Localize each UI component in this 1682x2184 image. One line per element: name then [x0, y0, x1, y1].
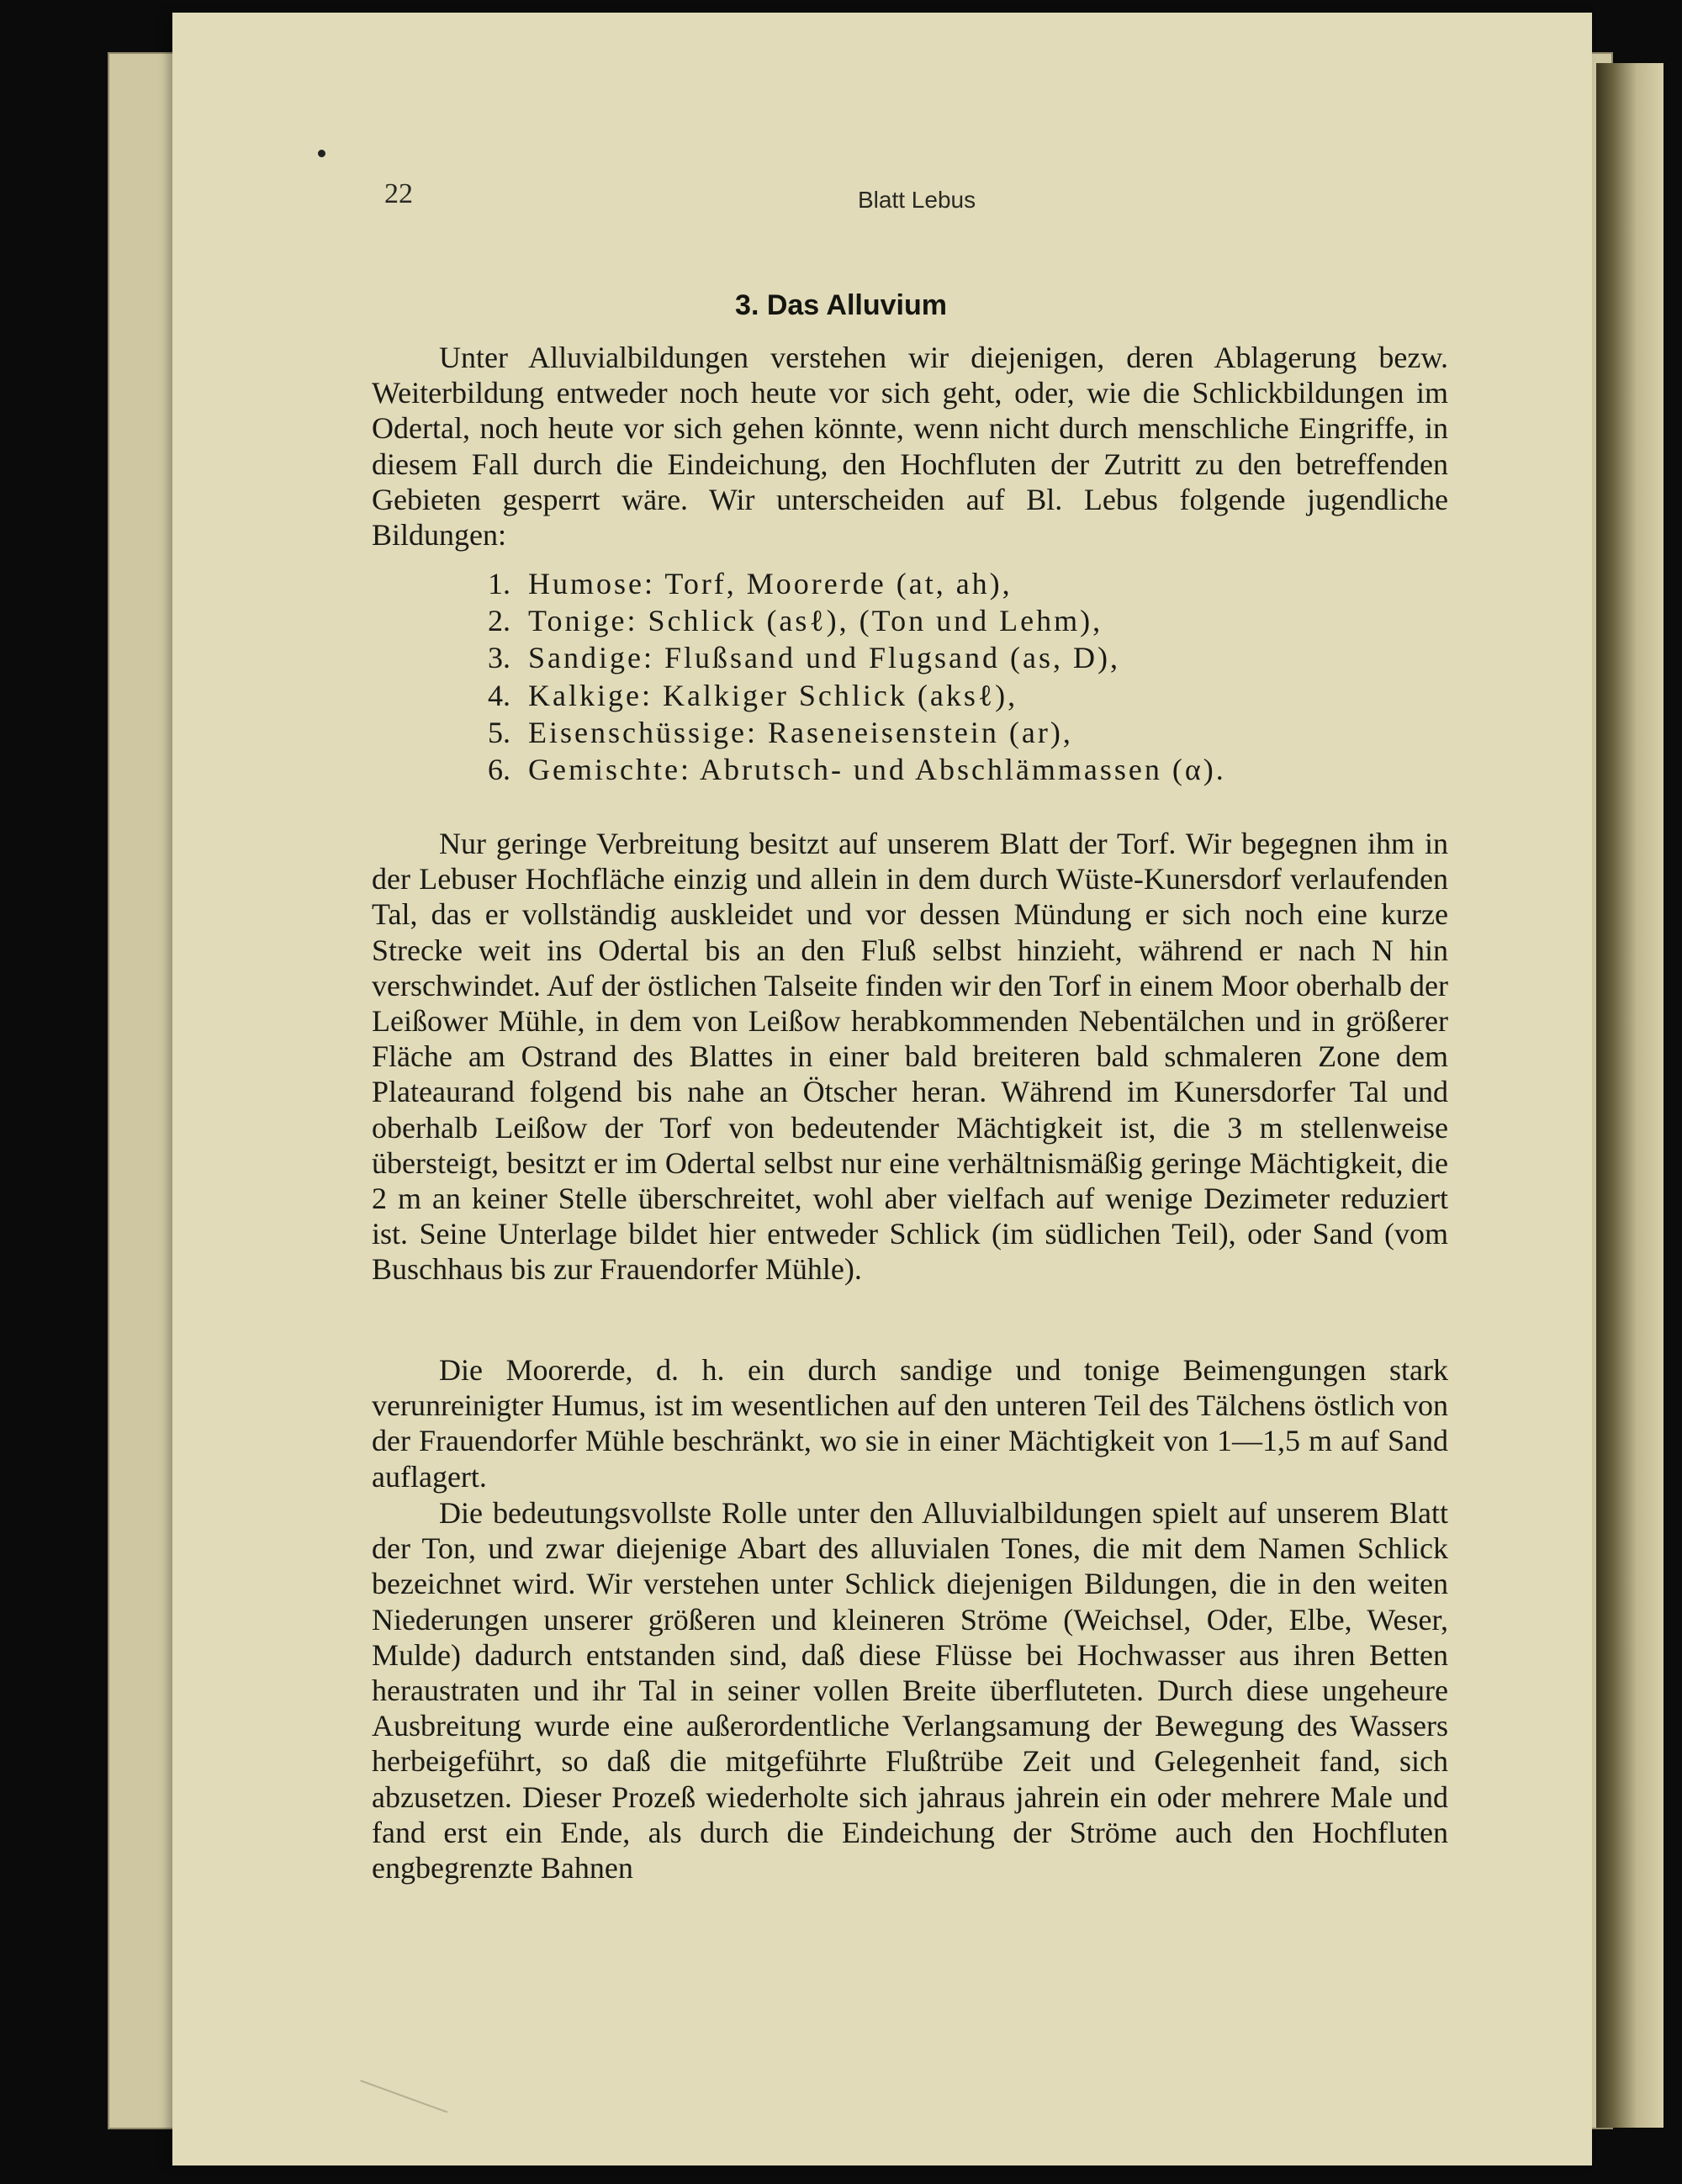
- list-number: 1.: [488, 567, 510, 600]
- list-item: [488, 639, 1455, 676]
- list-text: Sandige: Flußsand und Flugsand (as, D),: [528, 641, 1120, 675]
- list-number: 5.: [488, 715, 510, 749]
- list-text: Gemischte: Abrutsch- und Abschlämmassen (α).: [528, 753, 1226, 787]
- list-text: Eisenschüssige: Raseneisenstein (ar),: [528, 715, 1073, 749]
- page-number: 22: [384, 178, 413, 209]
- list-number: 3.: [488, 641, 510, 675]
- formation-list: [488, 565, 1455, 788]
- list-item: [488, 714, 1455, 751]
- paragraph-schlick: Die bedeutungsvollste Rolle unter den Alluvialbildungen spielt auf unserem Blatt der Ton, und zwar diejenige Abart des alluvialen Tones, die mit dem Namen Schlick bezeichnet wird. Wir verstehen unter Schlick diejenigen Bildungen, die in den weiten Niederungen unserer größeren und kleineren Ströme (Weichsel, Oder, Elbe, Weser, Mulde) dadurch entstanden sind, daß diese Flüsse bei Hochwasser aus ihren Betten heraustraten und ihr Tal in seiner vollen Breite überfluteten. Durch diese ungeheure Ausbreitung wurde eine außerordentliche Verlangsamung der Bewegung des Wassers herbeigeführt, so daß die mitgeführte Flußtrübe Zeit und Gelegenheit fand, sich abzusetzen. Dieser Prozeß wiederholte sich jahraus jahrein ein oder mehrere Male und fand erst ein Ende, als durch die Eindeichung der Ströme auch den Hochfluten engbegrenzte Bahnen: [372, 1496, 1448, 1885]
- list-number: 6.: [488, 753, 510, 787]
- list-item: [488, 751, 1455, 788]
- list-item: [488, 565, 1455, 602]
- list-number: 2.: [488, 604, 510, 638]
- page-corner-crease: [343, 2080, 448, 2160]
- list-text: Tonige: Schlick (asℓ), (Ton und Lehm),: [528, 604, 1103, 638]
- list-item: [488, 602, 1455, 639]
- running-title: Blatt Lebus: [858, 187, 976, 213]
- paragraph-moorerde: Die Moorerde, d. h. ein durch sandige und tonige Beimengungen stark verunreinigter Humus, ist im wesentlichen auf den unteren Teil des Tälchens östlich von der Frauendorfer Mühle beschränkt, wo sie in einer Mächtigkeit von 1—1,5 m auf Sand auflagert.: [372, 1353, 1448, 1494]
- list-text: Humose: Torf, Moorerde (at, ah),: [528, 567, 1013, 600]
- intro-paragraph: Unter Alluvialbildungen verstehen wir diejenigen, deren Ablagerung bezw. Weiterbildung entweder noch heute vor sich geht, oder, wie die Schlickbildungen im Odertal, noch heute vor sich gehen könnte, wenn nicht durch menschliche Eingriffe, in diesem Fall durch die Eindeichung, den Hochfluten der Zutritt zu den betreffenden Gebieten gesperrt wäre. Wir unterscheiden auf Bl. Lebus folgende jugendliche Bildungen:: [372, 341, 1448, 553]
- list-number: 4.: [488, 678, 510, 712]
- paragraph-torf: Nur geringe Verbreitung besitzt auf unserem Blatt der Torf. Wir begegnen ihm in der Lebuser Hochfläche einzig und allein in dem durch Wüste-Kunersdorf verlaufenden Tal, das er vollständig auskleidet und vor dessen Mündung er sich noch eine kurze Strecke weit ins Odertal bis an den Fluß selbst hinzieht, während er nach N hin verschwindet. Auf der östlichen Talseite finden wir den Torf in einem Moor oberhalb der Leißower Mühle, in dem von Leißow herabkommenden Nebentälchen und in größerer Fläche am Ostrand des Blattes in einer bald breiteren bald schmaleren Zone dem Plateaurand folgend bis nahe an Ötscher heran. Während im Kunersdorfer Tal und oberhalb Leißow der Torf von bedeutender Mächtigkeit ist, die 3 m stellenweise übersteigt, besitzt er im Odertal selbst nur eine verhältnismäßig geringe Mächtigkeit, die 2 m an keiner Stelle überschreitet, wohl aber vielfach auf wenige Dezimeter reduziert ist. Seine Unterlage bildet hier entweder Schlick (im südlichen Teil), oder Sand (vom Buschhaus bis zur Frauendorfer Mühle).: [372, 827, 1448, 1287]
- ink-dot: [318, 150, 325, 157]
- list-item: [488, 677, 1455, 714]
- section-title: 3. Das Alluvium: [735, 289, 947, 321]
- list-text: Kalkige: Kalkiger Schlick (aksℓ),: [528, 678, 1018, 712]
- facing-page-edge: [1596, 63, 1663, 2128]
